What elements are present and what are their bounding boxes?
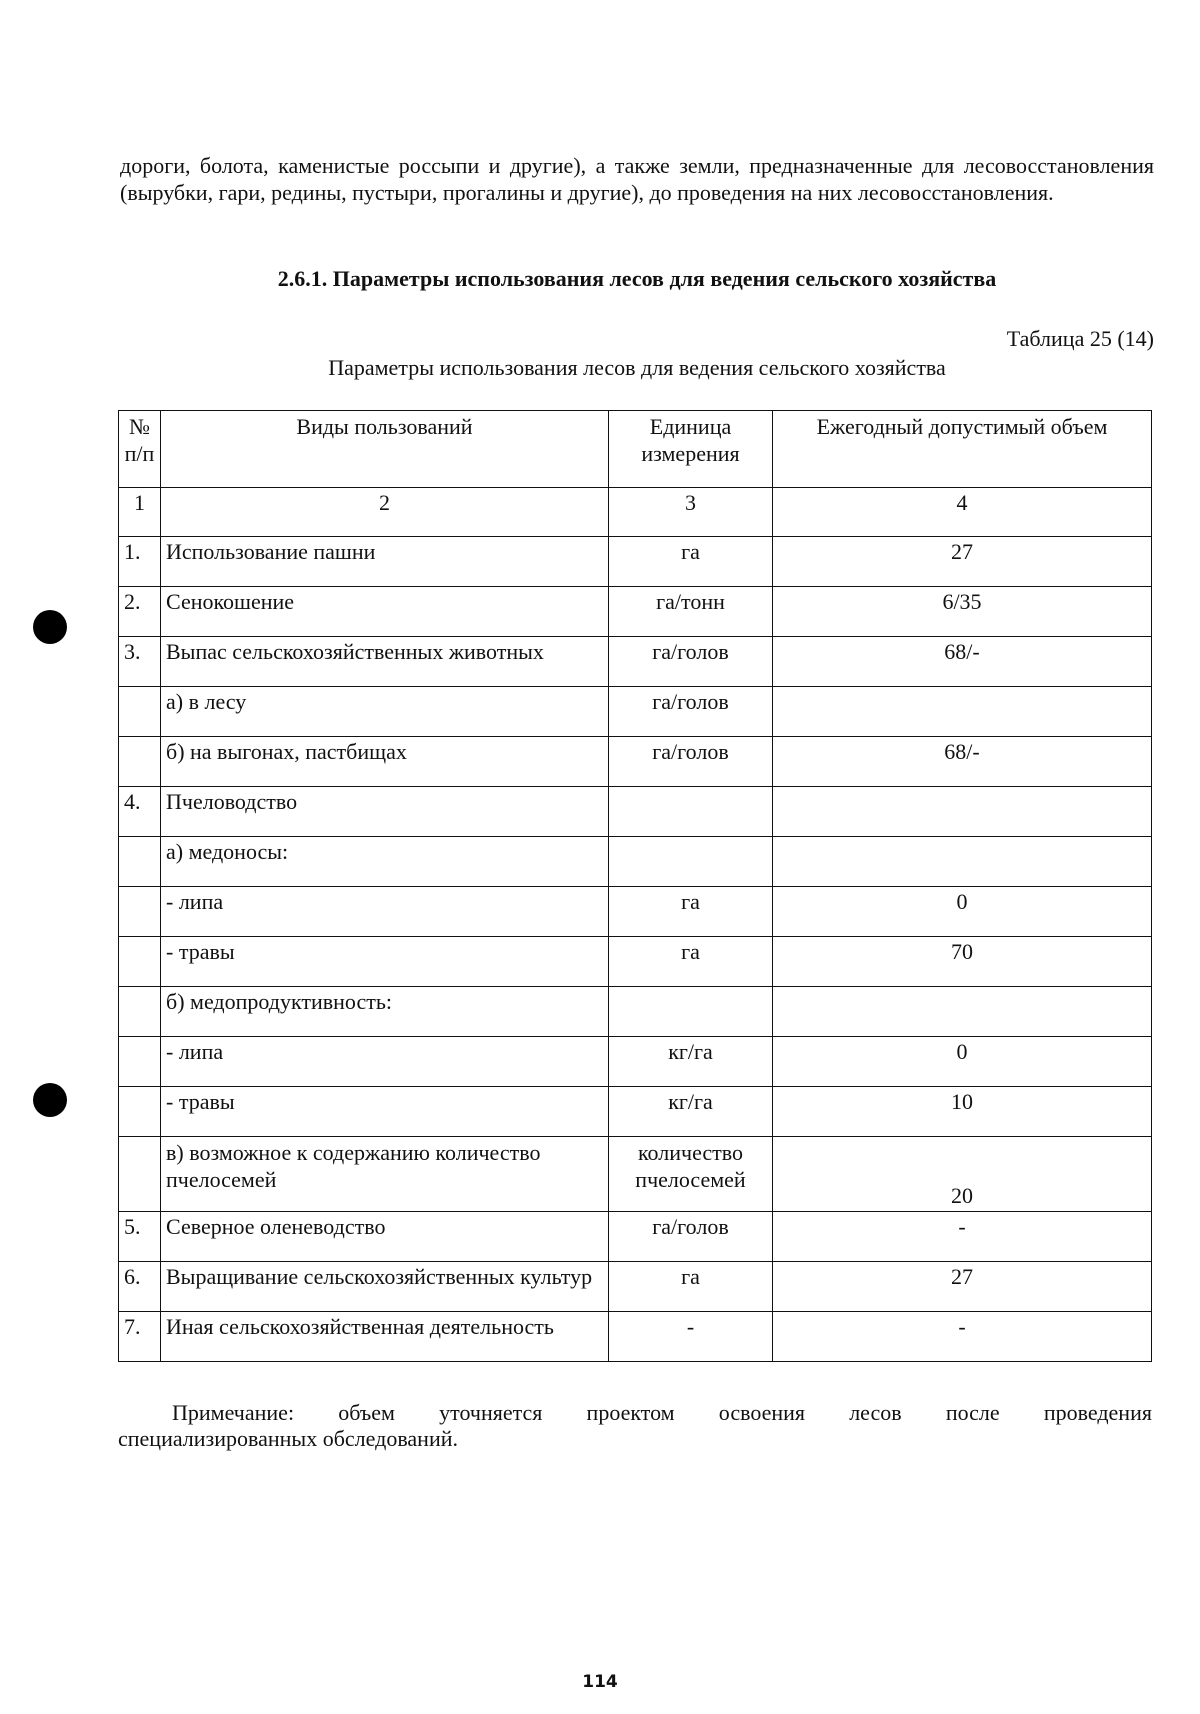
row-number-cell [119, 1087, 161, 1137]
row-number-cell: 4. [119, 787, 161, 837]
table-row [119, 687, 1152, 737]
header-kind: Виды пользований [161, 411, 609, 488]
row-volume-cell: 27 [773, 537, 1152, 587]
table-note [118, 1400, 1152, 1452]
row-volume-cell: 0 [773, 1037, 1152, 1087]
row-unit-cell: количество пчелосемей [609, 1137, 773, 1212]
row-number-cell [119, 1037, 161, 1087]
table-row [119, 1037, 1152, 1087]
note-word: проектом [586, 1400, 675, 1425]
table-row [119, 537, 1152, 587]
row-volume-cell: 68/- [773, 737, 1152, 787]
row-number-cell [119, 937, 161, 987]
table-caption: Параметры использования лесов для ведения сельского хозяйства [328, 355, 946, 380]
row-number-cell [119, 1137, 161, 1212]
row-kind-cell: в) возможное к содержанию количество пчелосемей [161, 1137, 609, 1212]
table-row [119, 887, 1152, 937]
row-unit-cell: га/тонн [609, 587, 773, 637]
row-unit-cell: га/голов [609, 687, 773, 737]
row-kind-cell: Пчеловодство [161, 787, 609, 837]
row-unit-cell: га [609, 887, 773, 937]
row-kind-cell: - травы [161, 937, 609, 987]
row-kind-cell: б) медопродуктивность: [161, 987, 609, 1037]
row-volume-cell: - [773, 1212, 1152, 1262]
row-number-cell: 3. [119, 637, 161, 687]
table-row [119, 1087, 1152, 1137]
row-kind-cell: Выращивание сельскохозяйственных культур [161, 1262, 609, 1312]
row-number-cell [119, 987, 161, 1037]
row-unit-cell [609, 837, 773, 887]
page-number: 114 [582, 1672, 618, 1692]
row-unit-cell: га/голов [609, 737, 773, 787]
row-volume-cell: 27 [773, 1262, 1152, 1312]
row-number-cell [119, 687, 161, 737]
note-word: уточняется [439, 1400, 543, 1425]
column-number: 1 [119, 488, 161, 537]
table-row [119, 1137, 1152, 1212]
table-row [119, 837, 1152, 887]
row-number-cell: 5. [119, 1212, 161, 1262]
column-number: 3 [609, 488, 773, 537]
note-word: освоения [718, 1400, 806, 1425]
row-kind-cell: а) в лесу [161, 687, 609, 737]
row-kind-cell: Использование пашни [161, 537, 609, 587]
row-volume-cell [773, 787, 1152, 837]
row-volume-cell: 20 [773, 1137, 1152, 1212]
table-row [119, 737, 1152, 787]
row-volume-cell: 6/35 [773, 587, 1152, 637]
row-volume-cell: 70 [773, 937, 1152, 987]
column-number: 2 [161, 488, 609, 537]
header-number: № п/п [119, 411, 161, 488]
header-volume: Ежегодный допустимый объем [773, 411, 1152, 488]
binder-hole-bottom [33, 1083, 67, 1117]
header-unit: Единица измерения [609, 411, 773, 488]
table-header-row [119, 411, 1152, 488]
table-row [119, 1212, 1152, 1262]
table-row [119, 637, 1152, 687]
row-unit-cell: га/голов [609, 1212, 773, 1262]
row-kind-cell: б) на выгонах, пастбищах [161, 737, 609, 787]
row-number-cell [119, 837, 161, 887]
table-row [119, 937, 1152, 987]
row-unit-cell: - [609, 1312, 773, 1362]
row-kind-cell: - липа [161, 1037, 609, 1087]
row-unit-cell: кг/га [609, 1037, 773, 1087]
row-number-cell [119, 737, 161, 787]
row-kind-cell: - липа [161, 887, 609, 937]
note-word: объем [338, 1400, 395, 1425]
table-row [119, 587, 1152, 637]
row-unit-cell: га/голов [609, 637, 773, 687]
note-word: Примечание: [172, 1400, 295, 1425]
row-unit-cell [609, 787, 773, 837]
row-number-cell: 6. [119, 1262, 161, 1312]
table-row [119, 1312, 1152, 1362]
parameters-table [118, 410, 1152, 1362]
row-volume-cell: 0 [773, 887, 1152, 937]
row-kind-cell: Выпас сельскохозяйственных животных [161, 637, 609, 687]
row-unit-cell: га [609, 537, 773, 587]
row-volume-cell [773, 687, 1152, 737]
row-kind-cell: Северное оленеводство [161, 1212, 609, 1262]
row-kind-cell: Иная сельскохозяйственная деятельность [161, 1312, 609, 1362]
note-line-2: специализированных обследований. [118, 1426, 459, 1451]
row-volume-cell: 10 [773, 1087, 1152, 1137]
row-number-cell: 2. [119, 587, 161, 637]
table-row [119, 1262, 1152, 1312]
row-volume-cell: - [773, 1312, 1152, 1362]
column-number: 4 [773, 488, 1152, 537]
table-row [119, 987, 1152, 1037]
row-unit-cell: га [609, 937, 773, 987]
row-number-cell: 7. [119, 1312, 161, 1362]
column-numbers-row [119, 488, 1152, 537]
row-number-cell: 1. [119, 537, 161, 587]
note-line-1 [118, 1400, 1152, 1426]
row-unit-cell: кг/га [609, 1087, 773, 1137]
binder-hole-top [33, 610, 67, 644]
note-word: после [945, 1400, 1000, 1425]
row-volume-cell: 68/- [773, 637, 1152, 687]
note-word: лесов [849, 1400, 902, 1425]
table-row [119, 787, 1152, 837]
row-number-cell [119, 887, 161, 937]
row-volume-cell [773, 987, 1152, 1037]
row-unit-cell: га [609, 1262, 773, 1312]
intro-paragraph: дороги, болота, каменистые россыпи и другие), а также земли, предназначенные для лесовосстановления (вырубки, гари, редины, пустыри, прогалины и другие), до проведения на них лесовосстановления. [120, 153, 1154, 205]
note-word: проведения [1043, 1400, 1152, 1425]
table-number: Таблица 25 (14) [1006, 326, 1154, 351]
row-kind-cell: - травы [161, 1087, 609, 1137]
row-unit-cell [609, 987, 773, 1037]
section-heading: 2.6.1. Параметры использования лесов для ведения сельского хозяйства [277, 266, 997, 291]
row-volume-cell [773, 837, 1152, 887]
row-kind-cell: Сенокошение [161, 587, 609, 637]
row-kind-cell: а) медоносы: [161, 837, 609, 887]
